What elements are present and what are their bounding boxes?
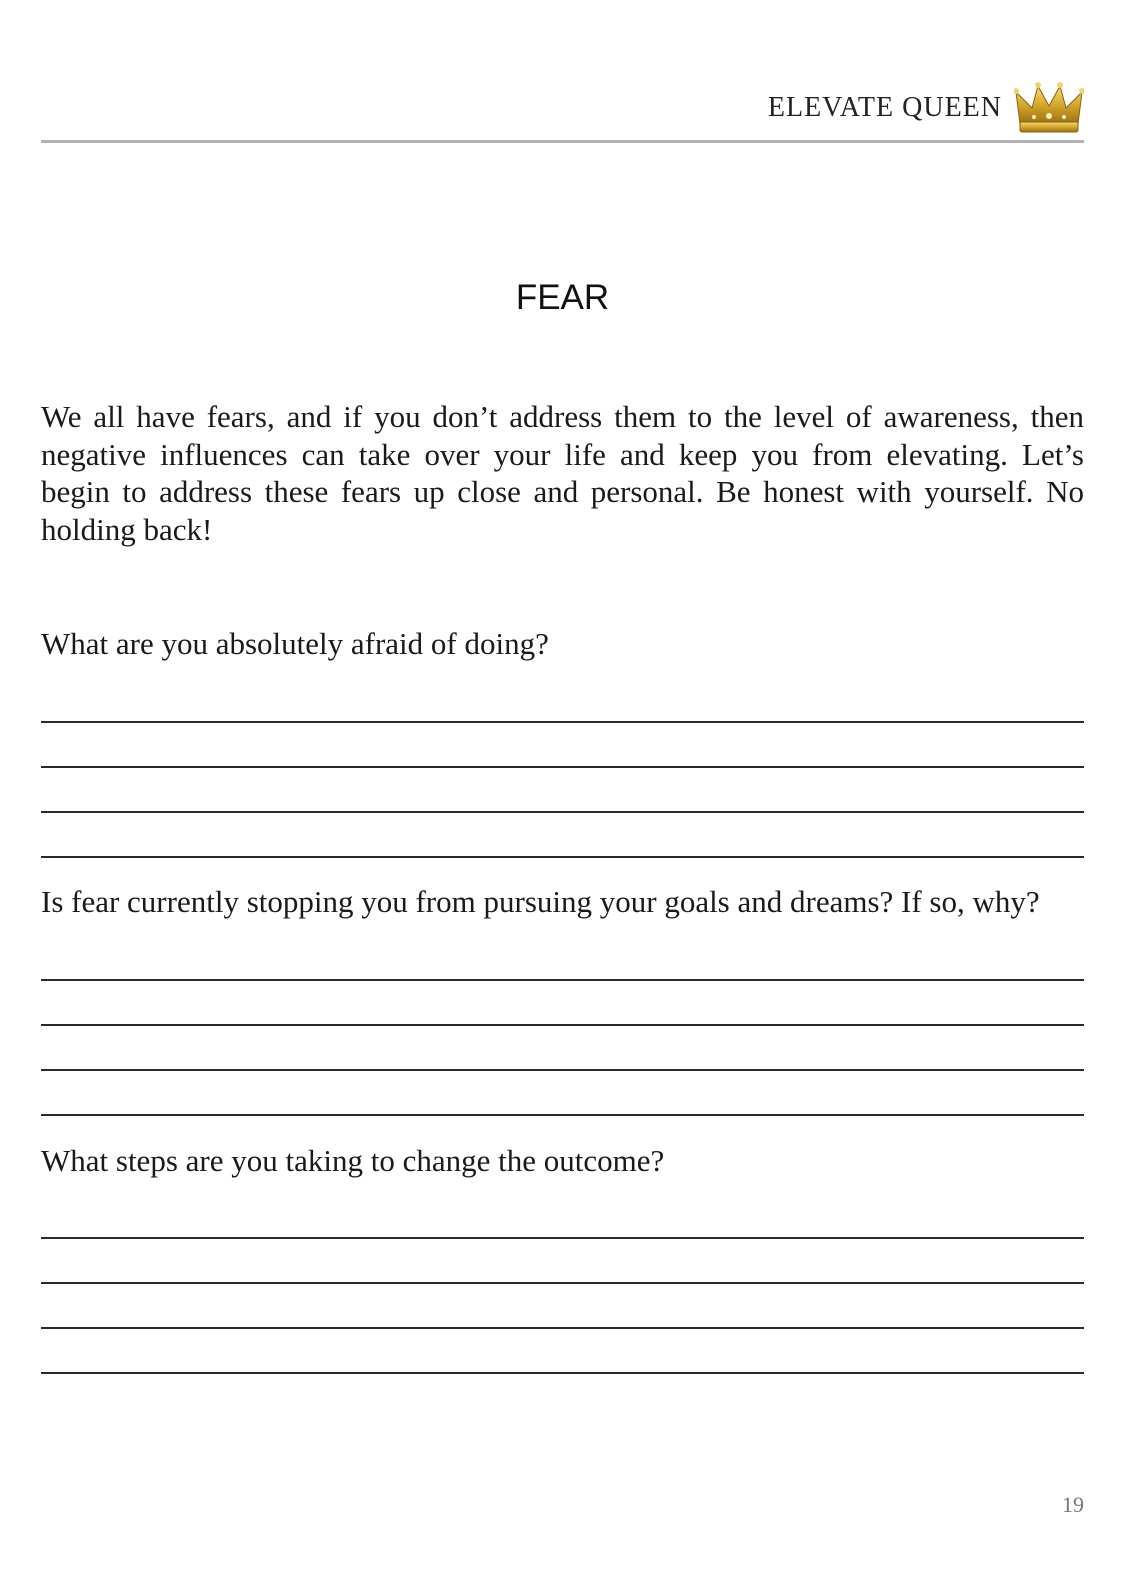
answer-line[interactable]: [41, 1237, 1084, 1239]
answer-line[interactable]: [41, 1024, 1084, 1026]
answer-line[interactable]: [41, 766, 1084, 768]
page-header: [41, 70, 1084, 143]
answer-line[interactable]: [41, 1327, 1084, 1329]
answer-line[interactable]: [41, 979, 1084, 981]
answer-line[interactable]: [41, 856, 1084, 858]
answer-line[interactable]: [41, 1069, 1084, 1071]
crown-icon: [1014, 80, 1084, 136]
answer-line[interactable]: [41, 1372, 1084, 1374]
brand: [768, 80, 1084, 136]
page-title: FEAR: [515, 278, 610, 317]
answer-line[interactable]: [41, 811, 1084, 813]
page-number: 19: [1062, 1492, 1084, 1517]
answer-line[interactable]: [41, 1282, 1084, 1284]
question-2: Is fear currently stopping you from pursuing your goals and dreams? If so, why?: [41, 884, 1040, 919]
question-3: What steps are you taking to change the outcome?: [41, 1143, 665, 1178]
answer-line[interactable]: [41, 1114, 1084, 1116]
intro-paragraph: We all have fears, and if you don’t address them to the level of awareness, then negative influences can take over your life and keep you from elevating. Let’s begin to address these fears up close and personal. Be honest with yourself. No holding back!: [41, 399, 1084, 547]
answer-line[interactable]: [41, 721, 1084, 723]
brand-title: ELEVATE QUEEN: [767, 92, 1002, 123]
question-1: What are you absolutely afraid of doing?: [41, 626, 549, 661]
